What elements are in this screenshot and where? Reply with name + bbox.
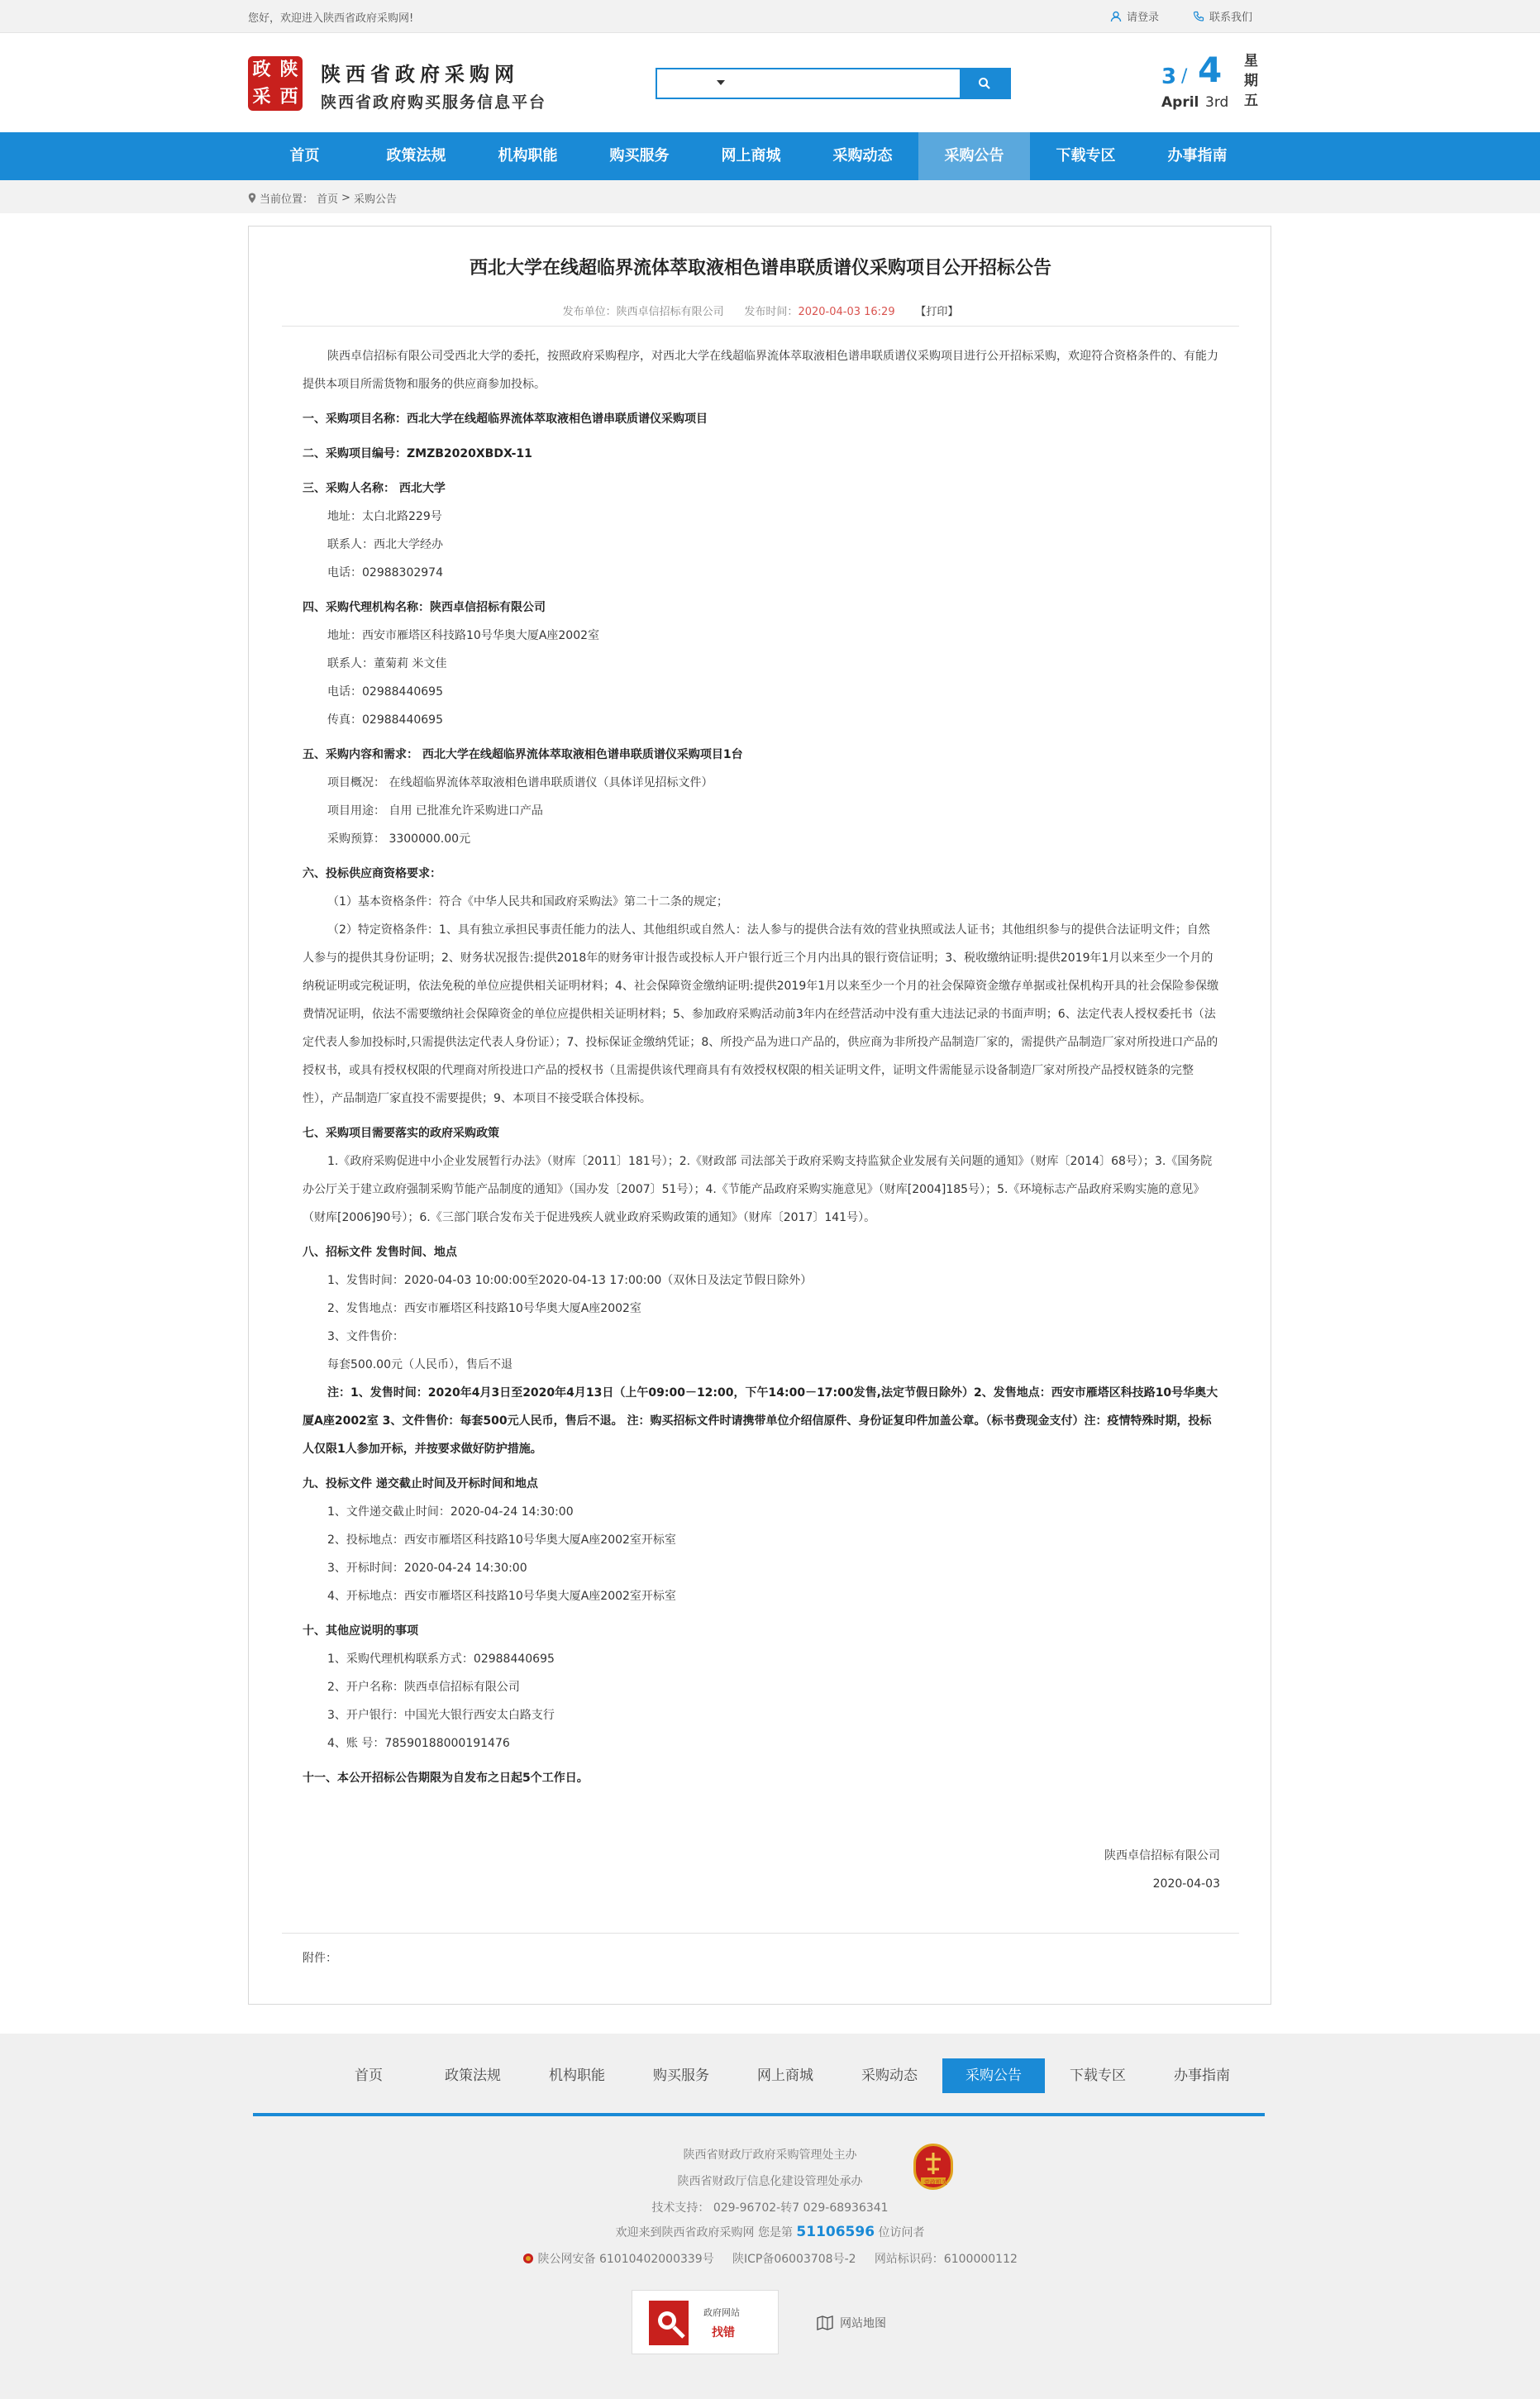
- logo-char: 采: [252, 87, 271, 107]
- detail-line: 1、发售时间：2020-04-03 10:00:00至2020-04-13 17:00:00（双休日及法定节假日除外）: [327, 1274, 813, 1287]
- detail-line: 2、发售地点：西安市雁塔区科技路10号华奥大厦A座2002室: [327, 1302, 641, 1315]
- police-badge-icon: [522, 2253, 534, 2264]
- nav-item-institutions[interactable]: 机构职能: [498, 147, 558, 165]
- section-heading: 一、采购项目名称：西北大学在线超临界流体萃取液相色谱串联质谱仪采购项目: [303, 413, 708, 426]
- site-code: 网站标识码：6100000112: [874, 2253, 1018, 2266]
- search-category-select[interactable]: [657, 69, 736, 98]
- nav-item-home[interactable]: 首页: [289, 147, 320, 165]
- detail-line: 3、文件售价：: [327, 1330, 404, 1343]
- detail-line: 2、投标地点：西安市雁塔区科技路10号华奥大厦A座2002室开标室: [327, 1533, 676, 1547]
- main-nav: [0, 132, 1540, 180]
- site-footer: [0, 2034, 1540, 2399]
- footer-registration: [0, 2250, 1540, 2267]
- date-weekday: 星期五: [1244, 53, 1258, 109]
- detail-line: 传真：02988440695: [327, 713, 443, 727]
- footer-nav: [317, 2058, 1255, 2093]
- nav-item-downloads[interactable]: 下载专区: [1056, 147, 1116, 165]
- date-month: 3: [1161, 64, 1177, 89]
- visitor-count: 51106596: [796, 2224, 875, 2240]
- location-pin-icon: [248, 193, 256, 203]
- nav-item-policy[interactable]: 政策法规: [386, 147, 446, 165]
- site-title-block[interactable]: [321, 58, 546, 112]
- detail-line: 2、开户名称：陕西卓信招标有限公司: [327, 1681, 520, 1694]
- breadcrumb-separator: >: [341, 192, 350, 204]
- search-button[interactable]: [960, 69, 1009, 98]
- sitemap-label[interactable]: 网站地图: [840, 2317, 886, 2330]
- user-icon: [1110, 11, 1122, 22]
- footer-nav-home[interactable]: 首页: [355, 2068, 383, 2084]
- publisher-value: 陕西卓信招标有限公司: [616, 306, 724, 318]
- detail-line: （1）基本资格条件：符合《中华人民共和国政府采购法》第二十二条的规定；: [327, 895, 728, 909]
- visitor-prefix: 欢迎来到陕西省政府采购网 您是第: [615, 2226, 793, 2239]
- detail-line: 项目概况： 在线超临界流体萃取液相色谱串联质谱仪（具体详见招标文件）: [327, 776, 713, 789]
- logo-char: 政: [252, 60, 271, 80]
- detail-line: 联系人：西北大学经办: [327, 538, 443, 551]
- footer-nav-institutions[interactable]: 机构职能: [549, 2068, 605, 2084]
- icp-record[interactable]: 陕ICP备06003708号-2: [732, 2253, 856, 2266]
- caret-down-icon: [717, 80, 725, 85]
- detail-line: 4、账 号：78590188000191476: [327, 1737, 510, 1750]
- report-error-widget[interactable]: [632, 2290, 779, 2354]
- breadcrumb-current[interactable]: 采购公告: [353, 193, 397, 206]
- footer-nav-policy[interactable]: 政策法规: [445, 2068, 501, 2084]
- date-ordinal: 3rd: [1205, 94, 1229, 111]
- print-link[interactable]: 【打印】: [915, 306, 959, 318]
- footer-nav-news[interactable]: 采购动态: [861, 2068, 918, 2084]
- report-line2: 找错: [712, 2326, 735, 2339]
- phone-icon: [1193, 11, 1204, 22]
- section-heading: 十一、本公开招标公告期限为自发布之日起5个工作日。: [303, 1772, 589, 1785]
- contact-link[interactable]: [1193, 8, 1252, 24]
- detail-line: 地址：太白北路229号: [327, 510, 442, 523]
- section-heading: 八、招标文件 发售时间、地点: [303, 1246, 457, 1259]
- detail-line: 电话：02988440695: [327, 685, 443, 699]
- footer-visitors: [0, 2224, 1540, 2240]
- detail-paragraph: （2）特定资格条件：1、具有独立承担民事责任能力的法人、其他组织或自然人：法人参与的提供合法有效的营业执照或法人证书；其他组织参与的提供合法证明文件；自然人参与的提供其身份证明；2、财务状况报告:提供2018年的财务审计报告或投标人开户银行近三个月内出具的银行资信证明；3、税收缴纳证明:提供2019年1月以来至少一个月的纳税证明或完税证明，依法免税的单位应提供相关证明材料；4、社会保障资金缴纳证明:提供2019年1月以来至少一个月的社会保障资金缴存单据或社保机构开具的社会保险参保缴费情况证明，依法不需要缴纳社会保障资金的单位应提供相关证明材料；5、参加政府采购活动前3年内在经营活动中没有重大违法记录的书面声明；6、法定代表人授权委托书（法定代表人参加投标时,只需提供法定代表人身份证）；7、投标保证金缴纳凭证；8、所投产品为进口产品的，供应商为非所投产品制造厂家的，需提供产品制造厂家对所投进口产品的授权书，或具有授权权限的代理商对所投进口产品的授权书（且需提供该代理商具有有效授权权限的相关证明文件，证明文件需能显示设备制造厂家对所投产品授权链条的完整性），产品制造厂家直投不需要提供；9、本项目不接受联合体投标。: [303, 923, 1219, 1105]
- detail-line: 项目用途： 自用 已批准允许采购进口产品: [327, 804, 543, 818]
- search-icon: [978, 77, 991, 90]
- search-input[interactable]: [736, 69, 960, 98]
- site-name: 陕西省政府采购网: [321, 63, 519, 86]
- signer: 陕西卓信招标有限公司: [1104, 1849, 1220, 1862]
- footer-nav-downloads[interactable]: 下载专区: [1070, 2068, 1126, 2084]
- site-logo[interactable]: [248, 56, 303, 111]
- report-line1: 政府网站: [703, 2307, 740, 2318]
- article-title: 西北大学在线超临界流体萃取液相色谱串联质谱仪采购项目公开招标公告: [469, 258, 1051, 279]
- footer-accent-line: [253, 2113, 1265, 2116]
- detail-line: 1、文件递交截止时间：2020-04-24 14:30:00: [327, 1505, 574, 1519]
- date-month-name: April: [1161, 94, 1199, 111]
- nav-item-mall[interactable]: 网上商城: [721, 147, 781, 165]
- spacer: [303, 1792, 1220, 1842]
- magnifier-report-icon: [649, 2301, 689, 2345]
- contact-label[interactable]: 联系我们: [1209, 12, 1253, 24]
- attachment-label: 附件：: [303, 1952, 337, 1965]
- section-heading: 十、其他应说明的事项: [303, 1624, 418, 1638]
- party-gov-badge[interactable]: [913, 2144, 953, 2190]
- footer-support: 技术支持： 029-96702-转7 029-68936341: [651, 2201, 889, 2215]
- site-subtitle: 陕西省政府购买服务信息平台: [321, 93, 547, 112]
- article-body: [303, 342, 1220, 1898]
- welcome-text: 您好，欢迎进入陕西省政府采购网!: [248, 12, 414, 25]
- date-widget: [1161, 50, 1261, 116]
- breadcrumb: [248, 190, 397, 206]
- nav-item-news[interactable]: 采购动态: [832, 147, 893, 165]
- footer-host: 陕西省财政厅政府采购管理处主办: [683, 2149, 857, 2162]
- detail-line: 联系人：董菊莉 米文佳: [327, 657, 447, 670]
- sitemap-link[interactable]: [817, 2315, 886, 2331]
- section-heading: 二、采购项目编号：ZMZB2020XBDX-11: [303, 447, 532, 460]
- footer-nav-guide[interactable]: 办事指南: [1174, 2068, 1230, 2084]
- section-heading: 五、采购内容和需求： 西北大学在线超临界流体萃取液相色谱串联质谱仪采购项目1台: [303, 748, 743, 761]
- intro-paragraph: 陕西卓信招标有限公司受西北大学的委托，按照政府采购程序，对西北大学在线超临界流体萃取液相色谱串联质谱仪采购项目进行公开招标采购，欢迎符合资格条件的、有能力提供本项目所需货物和服务的供应商参加投标。: [303, 350, 1218, 391]
- article-card: [248, 226, 1271, 2005]
- detail-line: 每套500.00元（人民币），售后不退: [327, 1358, 513, 1371]
- detail-line: 地址：西安市雁塔区科技路10号华奥大厦A座2002室: [327, 629, 600, 642]
- detail-line: 1、采购代理机构联系方式：02988440695: [327, 1653, 555, 1666]
- footer-nav-announcements[interactable]: 采购公告: [942, 2058, 1045, 2093]
- nav-item-services[interactable]: 购买服务: [609, 147, 670, 165]
- publisher-label: 发布单位：: [562, 306, 617, 318]
- breadcrumb-home[interactable]: 首页: [317, 193, 339, 206]
- detail-line: 3、开标时间：2020-04-24 14:30:00: [327, 1562, 527, 1575]
- logo-char: 陕: [279, 60, 298, 80]
- section-heading: 六、投标供应商资格要求：: [303, 867, 441, 880]
- section-heading: 九、投标文件 递交截止时间及开标时间和地点: [303, 1477, 538, 1490]
- login-label[interactable]: 请登录: [1127, 12, 1160, 24]
- detail-line: 4、开标地点：西安市雁塔区科技路10号华奥大厦A座2002室开标室: [327, 1590, 676, 1603]
- detail-line: 电话：02988302974: [327, 566, 443, 579]
- search-box: [656, 68, 1011, 99]
- nav-item-guide[interactable]: 办事指南: [1167, 147, 1228, 165]
- map-icon: [817, 2316, 833, 2330]
- publish-time-label: 发布时间：: [744, 306, 799, 318]
- article-meta: [249, 303, 1272, 318]
- police-record[interactable]: 陕公网安备 61010402000339号: [537, 2253, 714, 2266]
- title-divider: [282, 326, 1239, 327]
- footer-nav-mall[interactable]: 网上商城: [757, 2068, 813, 2084]
- logo-char: 西: [279, 87, 298, 107]
- attachment-divider: [282, 1933, 1239, 1934]
- publish-time-value: 2020-04-03 16:29: [798, 306, 895, 318]
- section-heading: 七、采购项目需要落实的政府采购政策: [303, 1127, 499, 1140]
- login-link[interactable]: [1110, 8, 1159, 24]
- detail-line: 3、开户银行：中国光大银行西安太白路支行: [327, 1709, 555, 1722]
- detail-paragraph: 1.《政府采购促进中小企业发展暂行办法》（财库〔2011〕181号）；2.《财政部 司法部关于政府采购支持监狱企业发展有关问题的通知》（财库〔2014〕68号）；3.《国务院办公厅关于建立政府强制采购节能产品制度的通知》（国办发〔2007〕51号）；4.《节能产品政府采购实施意见》（财库[2004]185号）；5.《环境标志产品政府采购实施的意见》（财库[2006]90号）；6.《三部门联合发布关于促进残疾人就业政府采购政策的通知》（财库〔2017〕141号）。: [303, 1155, 1213, 1224]
- footer-maintainer: 陕西省财政厅信息化建设管理处承办: [677, 2175, 863, 2188]
- breadcrumb-label: 当前位置：: [260, 193, 314, 206]
- visitor-suffix: 位访问者: [878, 2226, 925, 2239]
- section-heading: 三、采购人名称： 西北大学: [303, 482, 446, 495]
- sign-date: 2020-04-03: [1152, 1877, 1220, 1891]
- nav-item-announcements[interactable]: 采购公告: [918, 132, 1030, 180]
- badge-label: 党政机关: [924, 2179, 947, 2186]
- section-heading: 四、采购代理机构名称：陕西卓信招标有限公司: [303, 601, 546, 614]
- date-slash: /: [1181, 66, 1188, 87]
- breadcrumb-bar: [0, 180, 1540, 213]
- footer-nav-services[interactable]: 购买服务: [653, 2068, 709, 2084]
- detail-note: 注：1、发售时间：2020年4月3日至2020年4月13日（上午09:00－12:00，下午14:00－17:00发售,法定节假日除外）2、发售地点：西安市雁塔区科技路10号华奥大厦A座2002室 3、文件售价：每套500元人民币，售后不退。 注：购买招标文件时请携带单位介绍信原件、身份证复印件加盖公章。（标书费现金支付）注：疫情特殊时期，投标人仅限1人参加开标，并按要求做好防护措施。: [303, 1386, 1218, 1456]
- date-day: 4: [1198, 50, 1223, 90]
- detail-line: 采购预算： 3300000.00元: [327, 832, 471, 846]
- top-bar: [0, 0, 1540, 33]
